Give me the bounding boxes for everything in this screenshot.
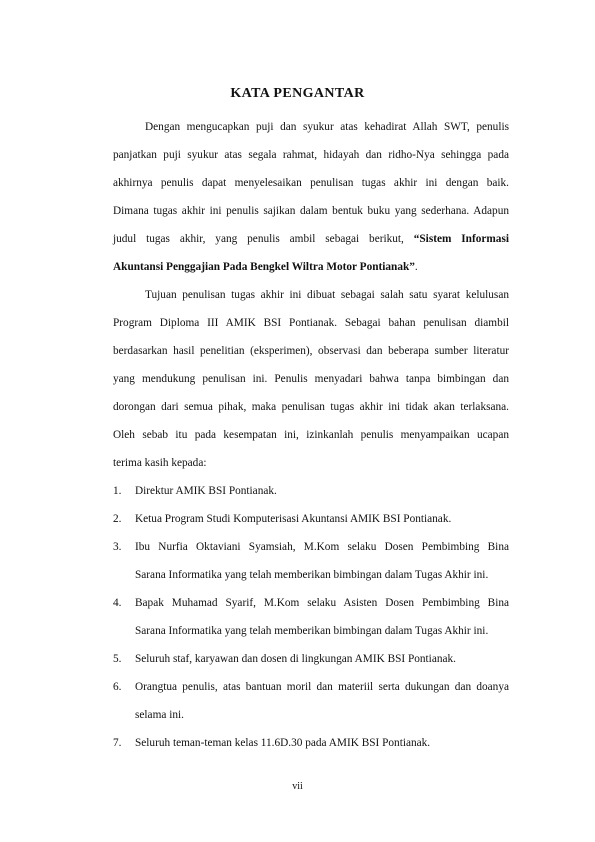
paragraph-2-line-3: berdasarkan hasil penelitian (eksperimen), observasi dan beberapa sumber literatur: [113, 345, 509, 357]
paragraph-1-line-2: panjatkan puji syukur atas segala rahmat, hidayah dan ridho-Nya sehingga pada: [113, 149, 509, 161]
paragraph-1-line-5-text: judul tugas akhir, yang penulis ambil sebagai berikut,: [113, 233, 414, 245]
paragraph-2-line-4: yang mendukung penulisan ini. Penulis menyadari bahwa tanpa bimbingan dan: [113, 373, 509, 385]
page-title: KATA PENGANTAR: [230, 86, 365, 101]
paragraph-1-line-4: Dimana tugas akhir ini penulis sajikan dalam bentuk buku yang sederhana. Adapun: [113, 205, 509, 217]
list-item-4-number: 4.: [113, 597, 122, 609]
paragraph-2-line-5: dorongan dari semua pihak, maka penulisan tugas akhir ini tidak akan terlaksana.: [113, 401, 509, 413]
paragraph-1-line-1: Dengan mengucapkan puji dan syukur atas kehadirat Allah SWT, penulis: [145, 121, 509, 133]
thesis-title-part-2: Akuntansi Penggajian Pada Bengkel Wiltra Motor Pontianak”: [113, 261, 415, 273]
paragraph-1-line-3: akhirnya penulis dapat menyelesaikan penulisan tugas akhir ini dengan baik.: [113, 177, 509, 189]
list-item-6-number: 6.: [113, 681, 122, 693]
list-item-1-text: Direktur AMIK BSI Pontianak.: [135, 485, 277, 497]
list-item-3-number: 3.: [113, 541, 122, 553]
page-number: vii: [292, 781, 303, 792]
paragraph-2-line-1: Tujuan penulisan tugas akhir ini dibuat sebagai salah satu syarat kelulusan: [145, 289, 509, 301]
list-item-5-text: Seluruh staf, karyawan dan dosen di lingkungan AMIK BSI Pontianak.: [135, 653, 456, 665]
list-item-3-line-2: Sarana Informatika yang telah memberikan bimbingan dalam Tugas Akhir ini.: [135, 569, 489, 581]
paragraph-1-line-6: [113, 260, 418, 274]
list-item-4-line-2: Sarana Informatika yang telah memberikan bimbingan dalam Tugas Akhir ini.: [135, 625, 489, 637]
list-item-6-line-1: Orangtua penulis, atas bantuan moril dan materiil serta dukungan dan doanya: [135, 681, 509, 693]
list-item-1-number: 1.: [113, 485, 122, 497]
list-item-6-line-2: selama ini.: [135, 709, 184, 721]
list-item-7-number: 7.: [113, 737, 122, 749]
list-item-3-line-1: Ibu Nurfia Oktaviani Syamsiah, M.Kom selaku Dosen Pembimbing Bina: [135, 541, 509, 553]
list-item-2-text: Ketua Program Studi Komputerisasi Akuntansi AMIK BSI Pontianak.: [135, 513, 452, 525]
paragraph-2-line-2: Program Diploma III AMIK BSI Pontianak. Sebagai bahan penulisan diambil: [113, 317, 509, 329]
paragraph-2-line-7: terima kasih kepada:: [113, 457, 207, 469]
paragraph-2-line-6: Oleh sebab itu pada kesempatan ini, izinkanlah penulis menyampaikan ucapan: [113, 429, 509, 441]
list-item-5-number: 5.: [113, 653, 122, 665]
list-item-4-line-1: Bapak Muhamad Syarif, M.Kom selaku Asisten Dosen Pembimbing Bina: [135, 597, 509, 609]
list-item-2-number: 2.: [113, 513, 122, 525]
thesis-title-part-1: “Sistem Informasi: [413, 233, 509, 245]
list-item-7-text: Seluruh teman-teman kelas 11.6D.30 pada AMIK BSI Pontianak.: [135, 737, 431, 749]
paragraph-1-line-5: [113, 232, 509, 246]
paragraph-1-end: .: [414, 261, 418, 273]
